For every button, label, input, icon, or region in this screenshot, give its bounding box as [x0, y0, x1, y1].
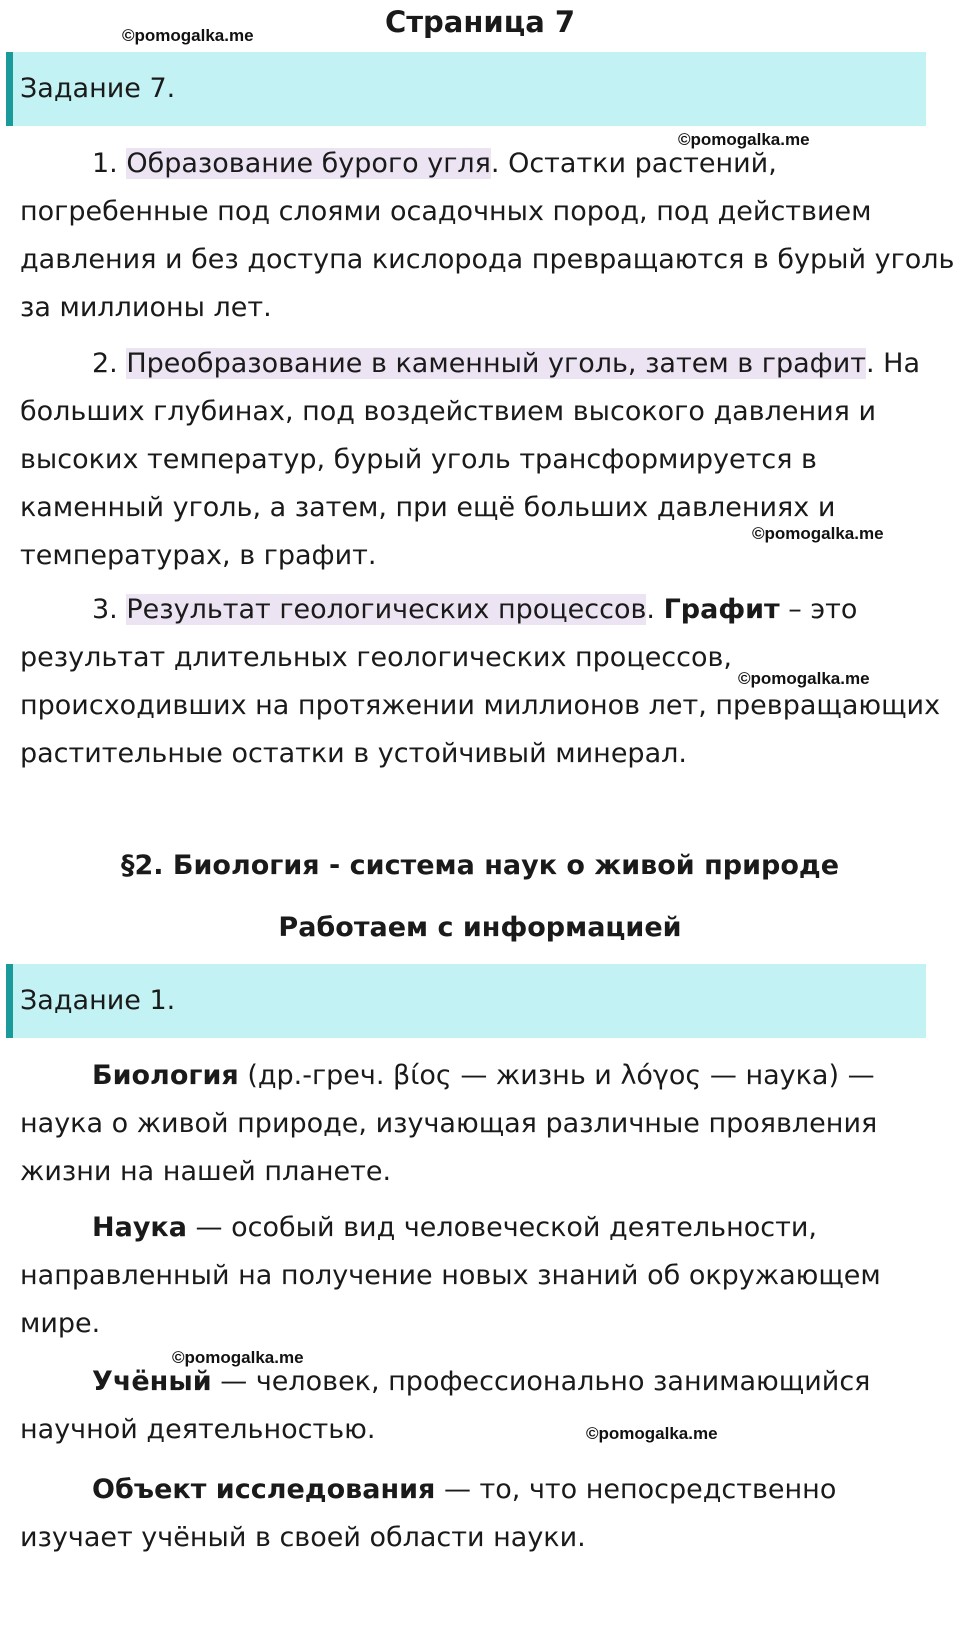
term: Графит: [663, 594, 780, 625]
watermark: ©pomogalka.me: [752, 524, 884, 543]
highlighted-phrase: Преобразование в каменный уголь, затем в графит: [126, 348, 866, 379]
task-accent-bar: [6, 52, 13, 126]
definition-text: — особый вид человеческой деятельности, направленный на получение новых знаний об окружающем мире.: [20, 1212, 881, 1339]
definition-text: — то, что непосредственно изучает учёный в своей области науки.: [20, 1474, 837, 1553]
separator: .: [646, 594, 664, 625]
term: Биология: [92, 1060, 239, 1091]
task-7-paragraph-1: [20, 140, 955, 332]
item-number: 3.: [92, 594, 127, 625]
term: Учёный: [92, 1366, 212, 1397]
task-1-header: [6, 964, 926, 1038]
definition-biology: [20, 1052, 955, 1196]
section-title: §2. Биология - система наук о живой природе: [120, 850, 840, 881]
watermark: ©pomogalka.me: [172, 1348, 304, 1367]
watermark: ©pomogalka.me: [122, 26, 254, 45]
term: Наука: [92, 1212, 187, 1243]
definition-science: [20, 1204, 955, 1348]
highlighted-phrase: Результат геологических процессов: [126, 594, 647, 625]
watermark: ©pomogalka.me: [586, 1424, 718, 1443]
task-7-paragraph-3: [20, 586, 955, 778]
watermark: ©pomogalka.me: [678, 130, 810, 149]
paragraph-text: – это результат длительных геологических процессов, происходивших на протяжении миллионов лет, превращающих растительные остатки в устойчивый минерал.: [20, 594, 941, 769]
watermark: ©pomogalka.me: [738, 669, 870, 688]
task-7-paragraph-2: [20, 340, 955, 580]
item-number: 1.: [92, 148, 127, 179]
task-7-header: [6, 52, 926, 126]
definition-research-object: [20, 1466, 955, 1562]
definition-text: — человек, профессионально занимающийся научной деятельностью.: [20, 1366, 871, 1445]
section-subtitle: Работаем с информацией: [278, 912, 682, 943]
task-1-label: Задание 1.: [20, 985, 176, 1016]
task-7-label: Задание 7.: [20, 73, 176, 104]
paragraph-text: . На больших глубинах, под воздействием высокого давления и высоких температур, бурый уголь трансформируется в каменный уголь, а затем, при ещё больших давлениях и температурах, в графит.: [20, 348, 921, 571]
term: Объект исследования: [92, 1474, 436, 1505]
page-title: Страница 7: [384, 5, 576, 39]
definition-text: (др.-греч. βίος — жизнь и λόγος — наука) — наука о живой природе, изучающая различные проявления жизни на нашей планете.: [20, 1060, 878, 1187]
definition-scientist: [20, 1358, 955, 1454]
paragraph-text: . Остатки растений, погребенные под слоями осадочных пород, под действием давления и без доступа кислорода превращаются в бурый уголь за миллионы лет.: [20, 148, 955, 323]
item-number: 2.: [92, 348, 127, 379]
highlighted-phrase: Образование бурого угля: [126, 148, 491, 179]
task-accent-bar: [6, 964, 13, 1038]
